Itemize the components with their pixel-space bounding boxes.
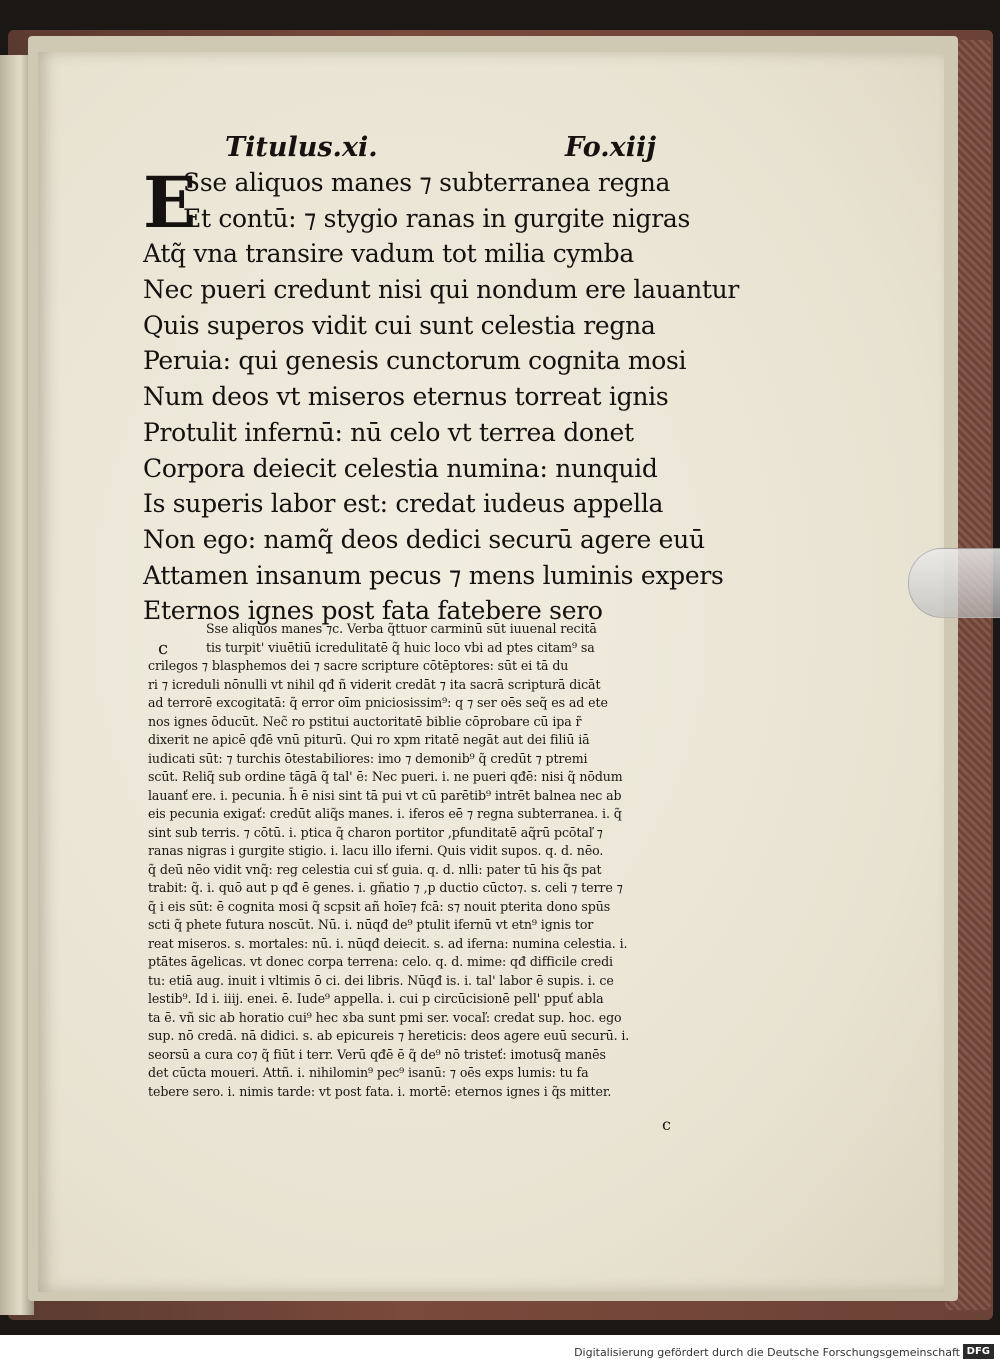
folio-number: Fo.xiij — [565, 132, 657, 163]
commentary-line: eis pecunia exigať: credūt aliq̃s manes. i. iferos eē ⁊ regna subterranea. i. q̃ — [148, 806, 622, 821]
verse-line: Corpora deiecit celestia numina: nunquid — [143, 453, 658, 483]
verse-block — [143, 161, 740, 632]
commentary-line: sint sub terris. ⁊ cōtū. i. ptica q̃ charon portitor ,pfunditatē aq̃rū pcōtaľ ⁊ — [148, 824, 603, 840]
commentary-line: lauanť ere. i. pecunia. h̄ ē nisi sint tā pui vt cū parētib⁹ intrēt balnea nec ab — [148, 787, 622, 803]
verse-line: Sse aliquos manes ⁊ subterranea regna — [183, 168, 671, 197]
commentary-line: ri ⁊ icreduli nōnulli vt nihil qđ ñ viderit credāt ⁊ ita sacrā scripturā dicāt — [148, 676, 601, 692]
commentary-line: sup. nō credā. nā didici. s. ab epicureis ⁊ hereticis: deos agere euū securū. i. — [148, 1028, 630, 1043]
commentary-line: reat miseros. s. mortales: nū. i. nūqđ deiecit. s. ad iferna: numina celestia. i. — [148, 935, 628, 951]
dfg-logo: DFG — [963, 1344, 994, 1359]
running-header-title: Titulus.xi. — [225, 132, 378, 163]
commentary-line: q̃ deū nēo vidit vnq̃: reg celestia cui sť guia. q. d. nlli: pater tū his q̃s pat — [148, 861, 602, 877]
verse-line: Quis superos vidit cui sunt celestia regna — [143, 310, 656, 340]
commentary-line: tis turpit' viuētiū icredulitatē q̃ huic loco vbi ad ptes citam⁹ sa — [206, 639, 595, 655]
verse-line: Protulit infernū: nū celo vt terrea donet — [143, 417, 634, 447]
verse-line: Et contū: ⁊ stygio ranas in gurgite nigras — [183, 203, 690, 233]
decorated-initial: E — [143, 161, 197, 244]
commentary-block — [148, 620, 658, 1101]
verse-line: Non ego: namq̃ deos dedici securū agere euū — [143, 524, 705, 554]
verse-line: Num deos vt miseros eternus torreat ignis — [143, 382, 669, 412]
verse-line: Atq̃ vna transire vadum tot milia cymba — [143, 239, 634, 269]
verse-line: Peruia: qui genesis cunctorum cognita mosi — [143, 346, 687, 376]
funding-notice: Digitalisierung gefördert durch die Deutsche Forschungsgemeinschaft — [574, 1346, 960, 1359]
signature-mark: c — [662, 1115, 671, 1134]
commentary-line: trabit: q̃. i. quō aut p qđ ē genes. i. gñatio ⁊ ,p ductio cūcto⁊. s. celi ⁊ terre ⁊ — [148, 880, 623, 895]
verse-line: Attamen insanum pecus ⁊ mens luminis expers — [143, 560, 724, 590]
commentary-line: scūt. Reliq̃ sub ordine tāgā q̃ tal' ē: Nec pueri. i. ne pueri qđē: nisi q̃ nōdum — [148, 769, 623, 784]
commentary-line: tebere sero. i. nimis tarde: vt post fata. i. mortē: eternos ignes i q̃s mitter. — [148, 1083, 612, 1099]
commentary-line: ta ē. vñ sic ab horatio cui⁹ hec ɤba sunt pmi ser. vocaľ: credat sup. hoc. ego — [148, 1009, 622, 1025]
verse-line: Nec pueri credunt nisi qui nondum ere lauantur — [143, 275, 740, 305]
commentary-line: nos ignes ōducūt. Nec̃ ro pstitui auctoritatē biblie cōprobare cū ipa r̃ — [148, 713, 582, 729]
page-clip — [908, 548, 1000, 618]
footer-bar — [0, 1335, 1000, 1368]
commentary-line: tu: etiā aug. inuit i vltimis ō ci. dei libris. Nūqđ is. i. tal' labor ē supis. i. ce — [148, 972, 614, 988]
verse-line: Eternos ignes post fata fatebere sero — [143, 596, 603, 626]
commentary-line: q̃ i eis sūt: ē cognita mosi q̃ scpsit añ hoīe⁊ fcā: s⁊ nouit pterita dono spūs — [148, 898, 611, 914]
commentary-line: seorsū a cura co⁊ q̃ fiūt i terr. Verū qđē ē q̃ de⁹ nō tristeť: imotusq̃ manēs — [148, 1046, 606, 1062]
commentary-line: det cūcta moueri. Attñ. i. nihilomin⁹ pec⁹ isanū: ⁊ oēs exps lumis: tu fa — [148, 1065, 589, 1080]
commentary-line: scti q̃ phete futura noscūt. Nū. i. nūqđ de⁹ ptulit ifernū vt etn⁹ ignis tor — [148, 917, 594, 932]
verse-line: Is superis labor est: credat iudeus appella — [143, 489, 664, 519]
commentary-line: ad terrorē excogitatā: q̃ error oīm pniciosissim⁹: q ⁊ ser oēs seq̃ es ad ete — [148, 695, 608, 710]
commentary-line: ptātes āgelicas. vt donec corpa terrena: celo. q. d. mime: qđ difficile credi — [148, 954, 613, 969]
margin-letter: c — [158, 638, 169, 659]
commentary-line: iudicati sūt: ⁊ turchis ōtestabiliores: imo ⁊ demonib⁹ q̃ credūt ⁊ ptremi — [148, 750, 588, 766]
commentary-line: dixerit ne apicē qđē vnū piturū. Qui ro xpm ritatē negāt aut dei filiū iā — [148, 732, 590, 747]
commentary-line: ranas nigras i gurgite stigio. i. lacu illo iferni. Quis vidit supos. q. d. nēo. — [148, 843, 604, 858]
commentary-line: Sse aliquos manes ⁊c. Verba q̃ttuor carminū sūt iuuenal recitā — [206, 621, 597, 636]
commentary-line: crilegos ⁊ blasphemos dei ⁊ sacre scripture cōtēptores: sūt ei tā du — [148, 658, 569, 673]
commentary-line: lestib⁹. Id i. iiij. enei. ē. Iude⁹ appella. i. cui p circūcisionē pell' ppuť abla — [148, 991, 604, 1006]
